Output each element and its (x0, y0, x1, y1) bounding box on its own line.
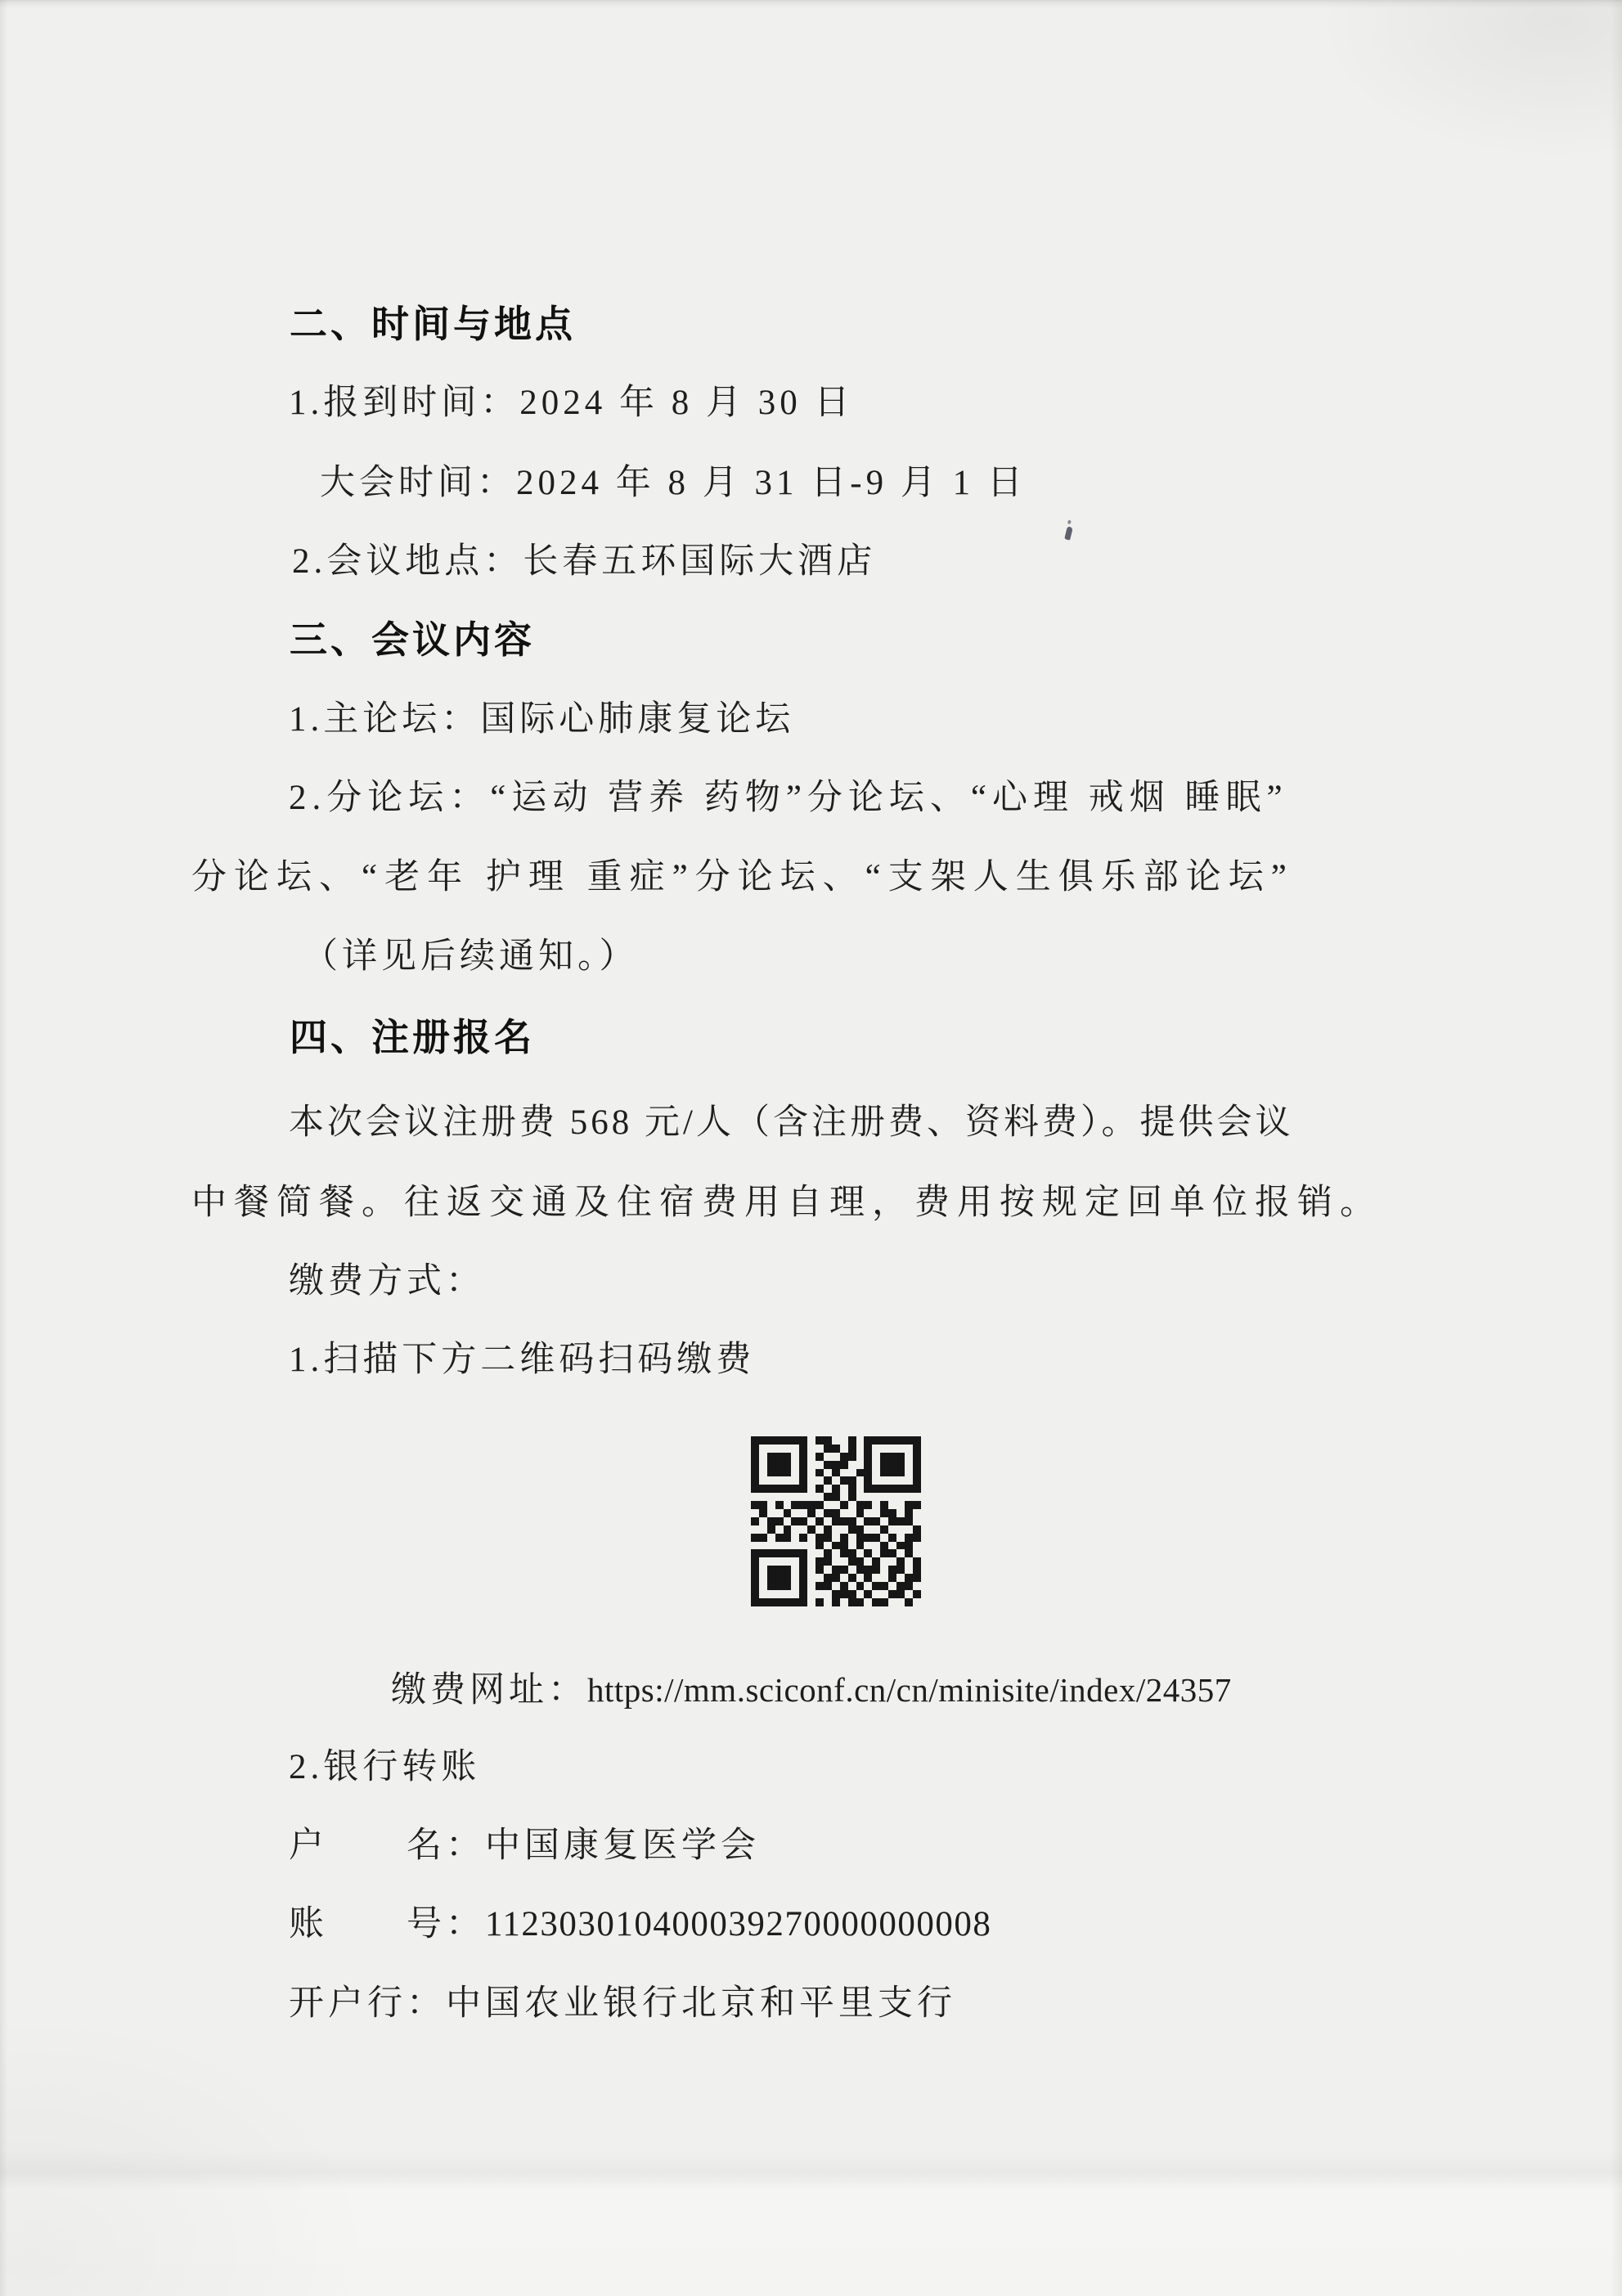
bank-branch-value: 中国农业银行北京和平里支行 (446, 1984, 956, 2023)
conference-time-line: 大会时间：2024 年 8 月 31 日-9 月 1 日 (320, 464, 1027, 502)
payment-method-line: 缴费方式： (289, 1262, 485, 1301)
registration-fee-line-1: 本次会议注册费 568 元/人（含注册费、资料费）。提供会议 (289, 1103, 1294, 1142)
section-heading-content: 三、会议内容 (290, 618, 535, 661)
sub-forum-line-1: 2.分论坛：“运动 营养 药物”分论坛、“心理 戒烟 睡眠” (289, 779, 1288, 817)
section-heading-registration: 四、注册报名 (290, 1016, 535, 1058)
payment-url-label: 缴费网址： (391, 1671, 587, 1710)
account-number-value: 112303010400039270000000008 (485, 1905, 992, 1943)
account-name-label: 户 名： (289, 1826, 485, 1865)
qr-code (751, 1436, 921, 1606)
pen-mark-icon (1064, 526, 1073, 540)
account-name-value: 中国康复医学会 (485, 1826, 760, 1865)
conference-place-line: 2.会议地点：长春五环国际大酒店 (292, 542, 877, 581)
account-name-line (289, 1817, 760, 1867)
bank-transfer-heading: 2.银行转账 (289, 1748, 481, 1786)
account-number-line (289, 1896, 991, 1946)
section-heading-time-place: 二、时间与地点 (290, 303, 576, 345)
see-later-notice-line: （详见后续通知。） (303, 937, 639, 976)
bank-branch-line (289, 1975, 956, 2025)
payment-url: https://mm.sciconf.cn/cn/minisite/index/24357 (587, 1671, 1232, 1709)
payment-url-line (391, 1662, 1232, 1712)
account-number-label: 账 号： (289, 1905, 485, 1943)
scan-qr-instruction-line: 1.扫描下方二维码扫码缴费 (289, 1341, 756, 1379)
registration-fee-line-2: 中餐简餐。往返交通及住宿费用自理，费用按规定回单位报销。 (191, 1184, 1382, 1222)
main-forum-line: 1.主论坛：国际心肺康复论坛 (289, 700, 795, 739)
bank-branch-label: 开户行： (289, 1984, 446, 2023)
checkin-time-line: 1.报到时间：2024 年 8 月 30 日 (289, 384, 854, 422)
sub-forum-line-2: 分论坛、“老年 护理 重症”分论坛、“支架人生俱乐部论坛” (191, 858, 1294, 896)
